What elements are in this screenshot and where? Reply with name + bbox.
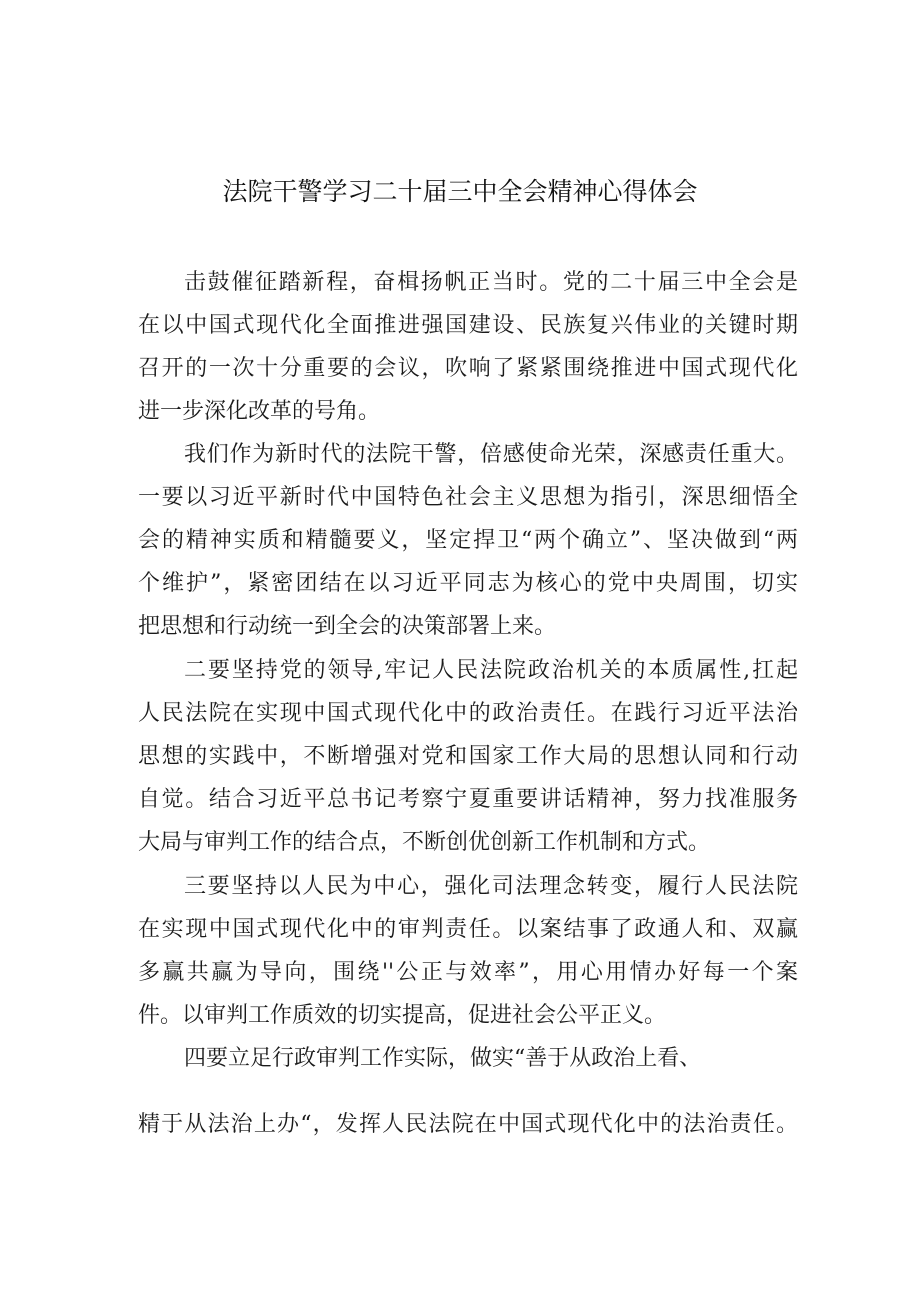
paragraph-1-line-4: 进一步深化改革的号角。 [138, 399, 381, 424]
paragraph-2-line-1: 我们作为新时代的法院干警，倍感使命光荣，深感责任重大。 [184, 442, 798, 467]
paragraph-5-line-2: 精于从法治上办“，发挥人民法院在中国式现代化中的法治责任。 [138, 1112, 798, 1137]
paragraph-3-line-1: 二要坚持党的领导,牢记人民法院政治机关的本质属性,扛起 [184, 658, 798, 683]
paragraph-1-line-1: 击鼓催征踏新程，奋楫扬帆正当时。党的二十届三中全会是 [184, 270, 798, 295]
paragraph-1-line-3: 召开的一次十分重要的会议，吹响了紧紧围绕推进中国式现代化 [138, 356, 798, 381]
paragraph-4-line-3: 多赢共赢为导向，围绕''公正与效率”，用心用情办好每一个案 [138, 960, 798, 985]
paragraph-4-line-1: 三要坚持以人民为中心，强化司法理念转变，履行人民法院 [184, 874, 798, 899]
paragraph-4-line-2: 在实现中国式现代化中的审判责任。以案结事了政通人和、双赢 [138, 917, 798, 942]
document-title: 法院干警学习二十届三中全会精神心得体会 [222, 177, 698, 206]
paragraph-2-line-5: 把思想和行动统一到全会的决策部署上来。 [138, 614, 557, 639]
paragraph-1-line-2: 在以中国式现代化全面推进强国建设、民族复兴伟业的关键时期 [138, 313, 798, 338]
paragraph-3-line-5: 大局与审判工作的结合点，不断创优创新工作机制和方式。 [138, 830, 711, 855]
paragraph-2-line-3: 会的精神实质和精髓要义，坚定捍卫“两个确立”、坚决做到“两 [138, 528, 798, 553]
paragraph-2-line-2: 一要以习近平新时代中国特色社会主义思想为指引，深思细悟全 [138, 485, 798, 510]
paragraph-5-line-1: 四要立足行政审判工作实际，做实“善于从政治上看、 [184, 1046, 702, 1071]
paragraph-4-line-4: 件。以审判工作质效的切实提高，促进社会公平正义。 [138, 1003, 667, 1028]
paragraph-2-line-4: 个维护”，紧密团结在以习近平同志为核心的党中央周围，切实 [138, 571, 798, 596]
paragraph-3-line-3: 思想的实践中，不断增强对党和国家工作大局的思想认同和行动 [138, 744, 798, 769]
paragraph-3-line-4: 自觉。结合习近平总书记考察宁夏重要讲话精神，努力找准服务 [138, 787, 798, 812]
paragraph-3-line-2: 人民法院在实现中国式现代化中的政治责任。在践行习近平法治 [138, 701, 798, 726]
